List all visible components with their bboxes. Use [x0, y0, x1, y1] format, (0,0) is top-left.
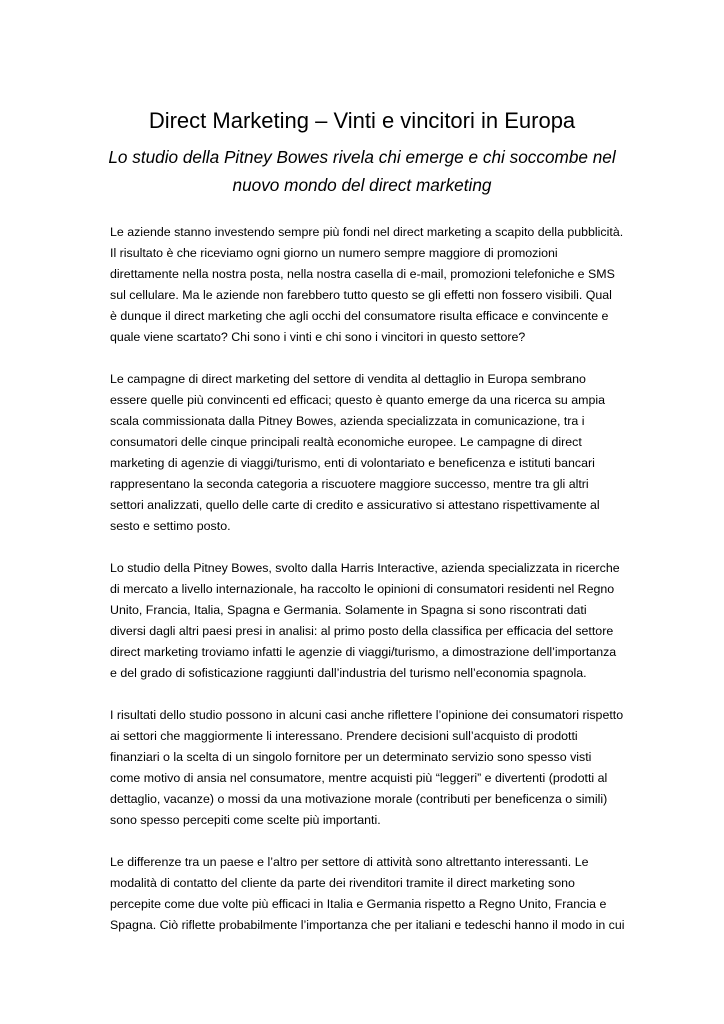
- text-line: Il risultato è che riceviamo ogni giorno un numero sempre maggiore di promozioni: [110, 246, 558, 260]
- text-line: direttamente nella nostra posta, nella nostra casella di e-mail, promozioni telefoniche e SMS: [110, 267, 615, 281]
- text-line: Spagna. Ciò riflette probabilmente l’importanza che per italiani e tedeschi hanno il modo in cui: [110, 918, 625, 932]
- text-line: settori analizzati, quello delle carte di credito e assicurativo si attestano rispettivamente al: [110, 498, 600, 512]
- paragraph-5: [110, 852, 625, 936]
- text-line: Le aziende stanno investendo sempre più fondi nel direct marketing a scapito della pubblicità.: [110, 225, 624, 239]
- document-subtitle: [104, 143, 620, 199]
- document-title: Direct Marketing – Vinti e vincitori in Europa: [148, 108, 576, 133]
- paragraph-1: [110, 222, 624, 348]
- text-line: diversi dagli altri paesi presi in analisi: al primo posto della classifica per efficacia del settore: [110, 624, 614, 638]
- text-line: sono spesso percepiti come scelte più importanti.: [110, 813, 381, 827]
- text-line: e del grado di sofisticazione raggiunti dall’industria del turismo nell’economia spagnola.: [110, 666, 587, 680]
- text-line: scala commissionata dalla Pitney Bowes, azienda specializzata in comunicazione, tra i: [110, 414, 585, 428]
- text-line: marketing di agenzie di viaggi/turismo, enti di volontariato e beneficenza e istituti bancari: [110, 456, 595, 470]
- text-line: rappresentano la seconda categoria a riscuotere maggiore successo, mentre tra gli altri: [110, 477, 589, 491]
- text-line: quale viene scartato? Chi sono i vinti e chi sono i vincitori in questo settore?: [110, 330, 526, 344]
- text-line: finanziari o la scelta di un singolo fornitore per un determinato servizio sono spesso visti: [110, 750, 592, 764]
- text-line: Unito, Francia, Italia, Spagna e Germania. Solamente in Spagna si sono riscontrati dati: [110, 603, 587, 617]
- text-line: I risultati dello studio possono in alcuni casi anche riflettere l’opinione dei consumatori rispetto: [110, 708, 624, 722]
- subtitle-line: Lo studio della Pitney Bowes rivela chi emerge e chi soccombe nel: [108, 147, 616, 167]
- text-line: sesto e settimo posto.: [110, 519, 231, 533]
- text-line: sul cellulare. Ma le aziende non farebbero tutto questo se gli effetti non fossero visibili. Qual: [110, 288, 612, 302]
- text-line: di mercato a livello internazionale, ha raccolto le opinioni di consumatori residenti nel Regno: [110, 582, 615, 596]
- text-line: consumatori delle cinque principali realtà economiche europee. Le campagne di direct: [110, 435, 582, 449]
- text-line: dettaglio, vacanze) o mossi da una motivazione morale (contributi per beneficenza o simili): [110, 792, 608, 806]
- subtitle-line: nuovo mondo del direct marketing: [232, 175, 492, 195]
- text-line: Le differenze tra un paese e l’altro per settore di attività sono altrettanto interessanti. Le: [110, 855, 589, 869]
- paragraph-3: [110, 558, 620, 684]
- text-line: direct marketing troviamo infatti le agenzie di viaggi/turismo, a dimostrazione dell’importanza: [110, 645, 617, 659]
- text-line: è dunque il direct marketing che agli occhi del consumatore risulta efficace e convincente e: [110, 309, 609, 323]
- text-line: Lo studio della Pitney Bowes, svolto dalla Harris Interactive, azienda specializzata in ricerche: [110, 561, 620, 575]
- text-line: percepite come due volte più efficaci in Italia e Germania rispetto a Regno Unito, Francia e: [110, 897, 607, 911]
- text-line: essere quelle più convincenti ed efficaci; questo è quanto emerge da una ricerca su ampia: [110, 393, 606, 407]
- text-line: ai settori che maggiormente li interessano. Prendere decisioni sull’acquisto di prodotti: [110, 729, 578, 743]
- text-line: Le campagne di direct marketing del settore di vendita al dettaglio in Europa sembrano: [110, 372, 586, 386]
- paragraph-4: [110, 705, 624, 831]
- text-line: come motivo di ansia nel consumatore, mentre acquisti più “leggeri” e divertenti (prodotti al: [110, 771, 608, 785]
- paragraph-2: [110, 369, 616, 537]
- text-line: modalità di contatto del cliente da parte dei rivenditori tramite il direct marketing sono: [110, 876, 575, 890]
- document-body: [110, 222, 625, 957]
